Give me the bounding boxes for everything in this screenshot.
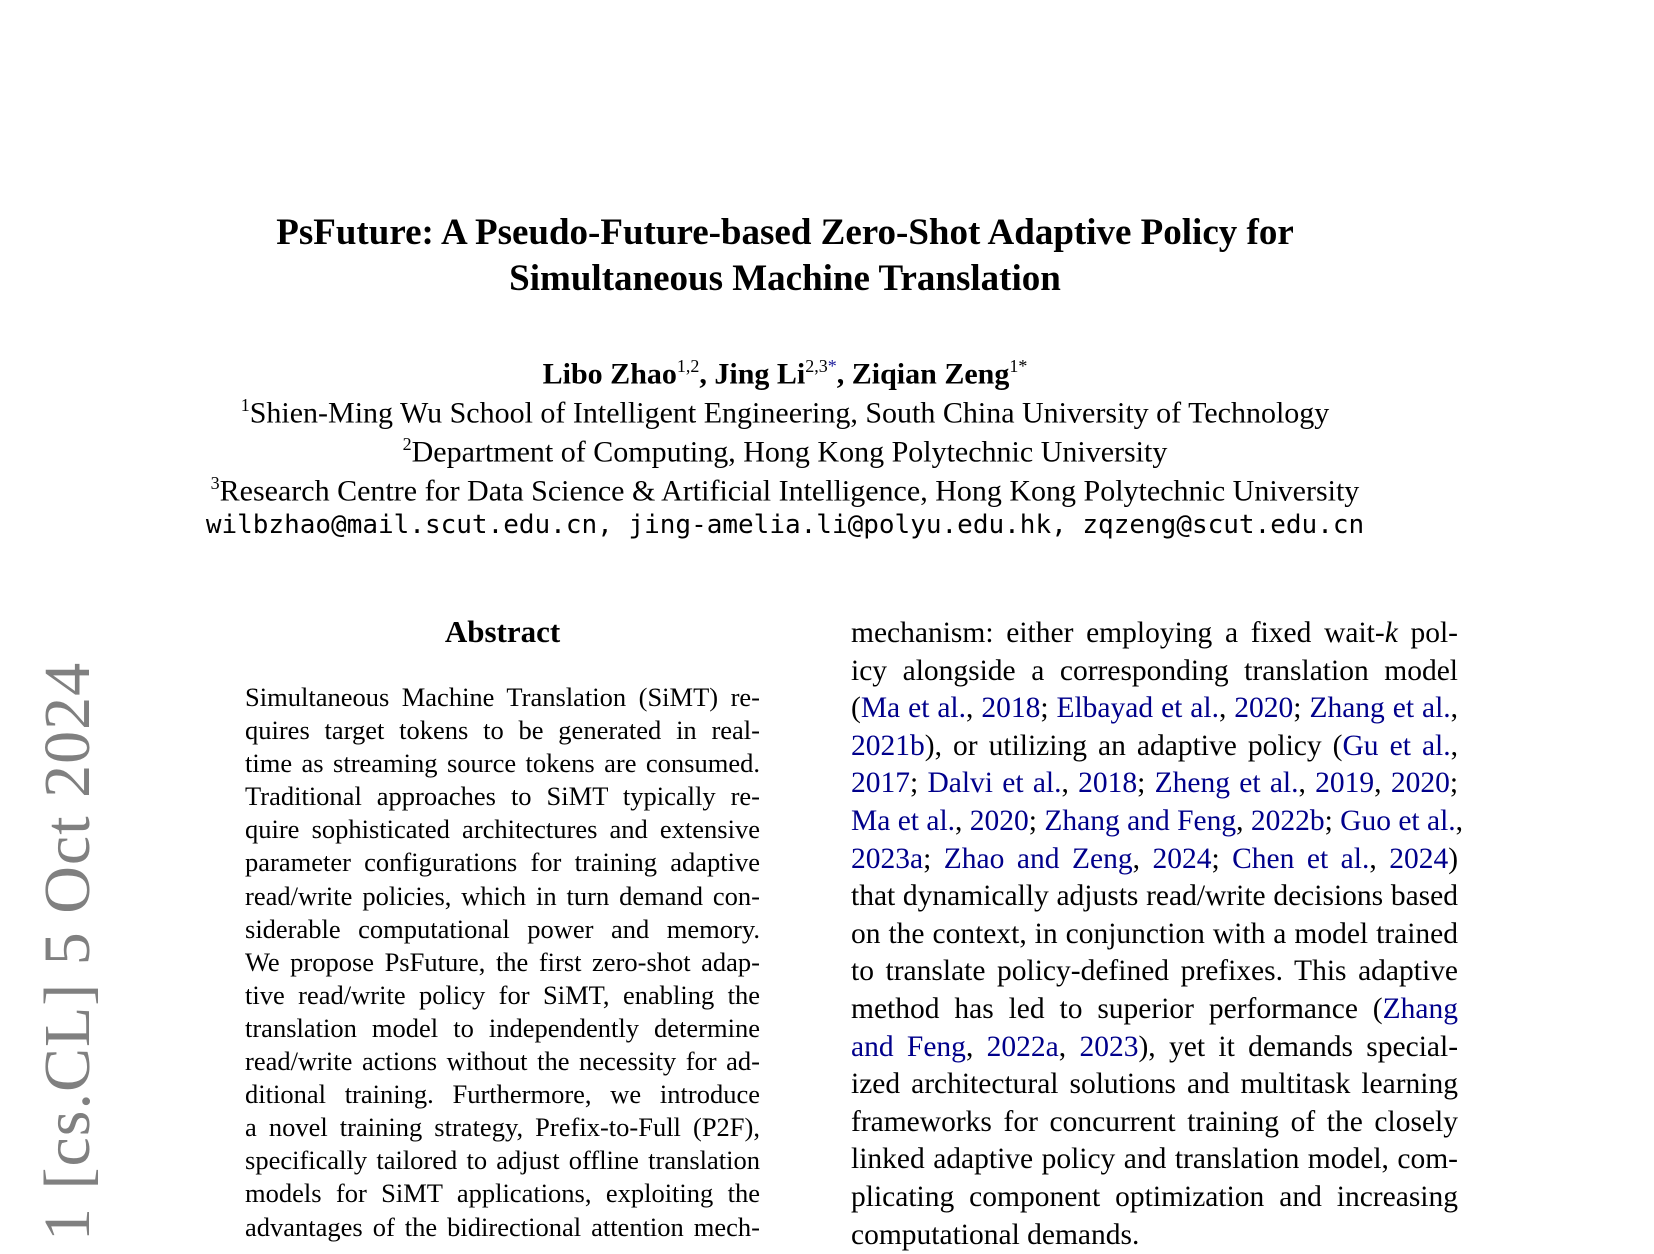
affiliation-3 bbox=[0, 464, 1570, 511]
body-text: that dynamically adjusts read/write decisions based bbox=[851, 880, 1458, 912]
author-name: Jing Li bbox=[714, 358, 805, 391]
body-text: , bbox=[1456, 805, 1463, 837]
abstract-line: models for SiMT applications, exploiting the bbox=[245, 1177, 760, 1210]
citation-link[interactable]: 2023a bbox=[851, 843, 923, 875]
citation-link[interactable]: Gu et al. bbox=[1343, 730, 1451, 762]
abstract-line: read/write policies, which in turn demand con- bbox=[245, 880, 760, 913]
citation-link[interactable]: 2018 bbox=[1078, 767, 1137, 799]
body-text: ), yet it demands special- bbox=[1138, 1031, 1458, 1063]
abstract-line: tive read/write policy for SiMT, enabling the bbox=[245, 979, 760, 1012]
body-line bbox=[851, 1066, 1458, 1104]
abstract-line: specifically tailored to adjust offline translation bbox=[245, 1144, 760, 1177]
body-line bbox=[851, 1104, 1458, 1142]
body-line bbox=[851, 803, 1458, 841]
body-text: ; bbox=[1325, 805, 1341, 837]
body-text: , bbox=[1451, 730, 1458, 762]
abstract-line: parameter configurations for training adaptive bbox=[245, 846, 760, 879]
abstract-line: quire sophisticated architectures and extensive bbox=[245, 813, 760, 846]
affiliation-number: 3 bbox=[211, 473, 220, 493]
author-name: Ziqian Zeng bbox=[852, 358, 1010, 391]
body-text: ; bbox=[910, 767, 927, 799]
body-text: , bbox=[966, 692, 981, 724]
abstract-line: siderable computational power and memory. bbox=[245, 913, 760, 946]
title-line-2: Simultaneous Machine Translation bbox=[0, 256, 1570, 302]
citation-link[interactable]: Chen et al. bbox=[1232, 843, 1369, 875]
body-text: computational demands. bbox=[851, 1219, 1139, 1251]
body-line bbox=[851, 1179, 1458, 1217]
citation-link[interactable]: 2023 bbox=[1079, 1031, 1138, 1063]
author-affiliation-marker: 1 bbox=[1009, 356, 1018, 376]
affiliation-text: Research Centre for Data Science & Artificial Intelligence, Hong Kong Polytechnic University bbox=[220, 475, 1360, 508]
body-text: , bbox=[1374, 767, 1391, 799]
body-line bbox=[851, 690, 1458, 728]
author-emails: wilbzhao@mail.scut.edu.cn, jing-amelia.li@polyu.edu.hk, zqzeng@scut.edu.cn bbox=[0, 508, 1570, 542]
abstract-line: time as streaming source tokens are consumed. bbox=[245, 747, 760, 780]
body-line bbox=[851, 1217, 1458, 1254]
body-text: mechanism: either employing a fixed wait- bbox=[851, 617, 1385, 649]
body-text: ; bbox=[1450, 767, 1458, 799]
citation-link[interactable]: Ma et al. bbox=[861, 692, 966, 724]
citation-link[interactable]: Guo et al. bbox=[1340, 805, 1456, 837]
corresponding-author-link[interactable]: * bbox=[828, 356, 837, 376]
title-line-1: PsFuture: A Pseudo-Future-based Zero-Shot Adaptive Policy for bbox=[0, 210, 1570, 256]
body-text: , bbox=[1369, 843, 1389, 875]
body-text: , bbox=[966, 1031, 987, 1063]
citation-link[interactable]: Dalvi et al. bbox=[927, 767, 1061, 799]
affiliation-text: Shien-Ming Wu School of Intelligent Engineering, South China University of Technology bbox=[250, 397, 1330, 430]
body-text: icy alongside a corresponding translation model bbox=[851, 655, 1458, 687]
body-text: frameworks for concurrent training of the closely bbox=[851, 1106, 1458, 1138]
body-text: , bbox=[1451, 692, 1458, 724]
body-line bbox=[851, 953, 1458, 991]
body-text: ), or utilizing an adaptive policy ( bbox=[925, 730, 1343, 762]
math-variable: k bbox=[1385, 617, 1398, 649]
affiliation-number: 1 bbox=[241, 395, 250, 415]
author-affiliation-marker: 1,2 bbox=[677, 356, 700, 376]
arxiv-side-stamp: 1 [cs.CL] 5 Oct 2024 bbox=[30, 662, 106, 1241]
body-line bbox=[851, 1029, 1458, 1067]
body-text: ; bbox=[1040, 692, 1056, 724]
body-text: , bbox=[1299, 767, 1316, 799]
body-text: ; bbox=[1211, 843, 1232, 875]
body-text: , bbox=[1236, 805, 1251, 837]
body-line bbox=[851, 728, 1458, 766]
citation-link[interactable]: 2018 bbox=[981, 692, 1040, 724]
body-text: linked adaptive policy and translation model, com- bbox=[851, 1143, 1458, 1175]
body-line bbox=[851, 991, 1458, 1029]
citation-link[interactable]: Zhang et al. bbox=[1309, 692, 1450, 724]
affiliation-number: 2 bbox=[403, 434, 412, 454]
citation-link[interactable]: 2020 bbox=[1234, 692, 1293, 724]
body-line bbox=[851, 841, 1458, 879]
abstract-line: quires target tokens to be generated in real- bbox=[245, 714, 760, 747]
body-line bbox=[851, 615, 1458, 653]
body-text: , bbox=[1062, 767, 1079, 799]
introduction-body bbox=[851, 615, 1458, 1254]
citation-link[interactable]: 2019 bbox=[1315, 767, 1374, 799]
abstract-line: a novel training strategy, Prefix-to-Full (P2F), bbox=[245, 1111, 760, 1144]
author-name: Libo Zhao bbox=[543, 358, 677, 391]
citation-link[interactable]: Zhao and Zeng bbox=[944, 843, 1133, 875]
body-line bbox=[851, 916, 1458, 954]
body-line bbox=[851, 878, 1458, 916]
body-text: ( bbox=[851, 692, 861, 724]
body-text: , bbox=[1133, 843, 1153, 875]
citation-link[interactable]: Zheng et al. bbox=[1155, 767, 1299, 799]
body-text: , bbox=[955, 805, 970, 837]
body-text: pol- bbox=[1398, 617, 1458, 649]
body-text: ized architectural solutions and multitask learning bbox=[851, 1068, 1458, 1100]
citation-link[interactable]: 2020 bbox=[970, 805, 1029, 837]
body-text: ) bbox=[1448, 843, 1458, 875]
corresponding-author-marker: * bbox=[1018, 356, 1027, 376]
body-text: ; bbox=[1029, 805, 1045, 837]
body-line bbox=[851, 653, 1458, 691]
citation-link[interactable]: and Feng bbox=[851, 1031, 966, 1063]
abstract-body bbox=[245, 681, 760, 1244]
abstract-heading: Abstract bbox=[245, 612, 760, 652]
body-text: to translate policy-defined prefixes. This adaptive bbox=[851, 955, 1458, 987]
author-affiliation-marker: 2,3 bbox=[805, 356, 828, 376]
abstract-line: We propose PsFuture, the first zero-shot adap- bbox=[245, 946, 760, 979]
citation-link[interactable]: 2022a bbox=[987, 1031, 1059, 1063]
author-list: Libo Zhao$^{1,2}$, Jing $Li^{2,3*}$, Ziqian Zeng$^{1*}$ bbox=[0, 348, 1570, 393]
abstract-line: translation model to independently determine bbox=[245, 1012, 760, 1045]
abstract-line: Simultaneous Machine Translation (SiMT) re- bbox=[245, 681, 760, 714]
body-line bbox=[851, 1141, 1458, 1179]
citation-link[interactable]: 2020 bbox=[1391, 767, 1450, 799]
body-text: , bbox=[1059, 1031, 1080, 1063]
citation-link[interactable]: 2024 bbox=[1152, 843, 1211, 875]
body-text: , bbox=[1219, 692, 1234, 724]
citation-link[interactable]: Ma et al. bbox=[851, 805, 955, 837]
body-text: ; bbox=[1137, 767, 1154, 799]
citation-link[interactable]: Elbayad et al. bbox=[1056, 692, 1219, 724]
body-text: ; bbox=[1293, 692, 1309, 724]
citation-link[interactable]: 2022b bbox=[1251, 805, 1325, 837]
body-text: ; bbox=[923, 843, 944, 875]
body-text: method has led to superior performance ( bbox=[851, 993, 1383, 1025]
abstract-line: Traditional approaches to SiMT typically re- bbox=[245, 780, 760, 813]
abstract-line: advantages of the bidirectional attention mech- bbox=[245, 1211, 760, 1244]
abstract-line: read/write actions without the necessity for ad- bbox=[245, 1045, 760, 1078]
citation-link[interactable]: 2017 bbox=[851, 767, 910, 799]
citation-link[interactable]: Zhang bbox=[1383, 993, 1458, 1025]
affiliation-text: Department of Computing, Hong Kong Polytechnic University bbox=[412, 436, 1168, 469]
body-text: on the context, in conjunction with a model trained bbox=[851, 918, 1458, 950]
body-text: plicating component optimization and increasing bbox=[851, 1181, 1458, 1213]
abstract-line: ditional training. Furthermore, we introduce bbox=[245, 1078, 760, 1111]
citation-link[interactable]: 2021b bbox=[851, 730, 925, 762]
citation-link[interactable]: 2024 bbox=[1389, 843, 1448, 875]
citation-link[interactable]: Zhang and Feng bbox=[1044, 805, 1236, 837]
body-line bbox=[851, 765, 1458, 803]
paper-title bbox=[0, 210, 1570, 302]
